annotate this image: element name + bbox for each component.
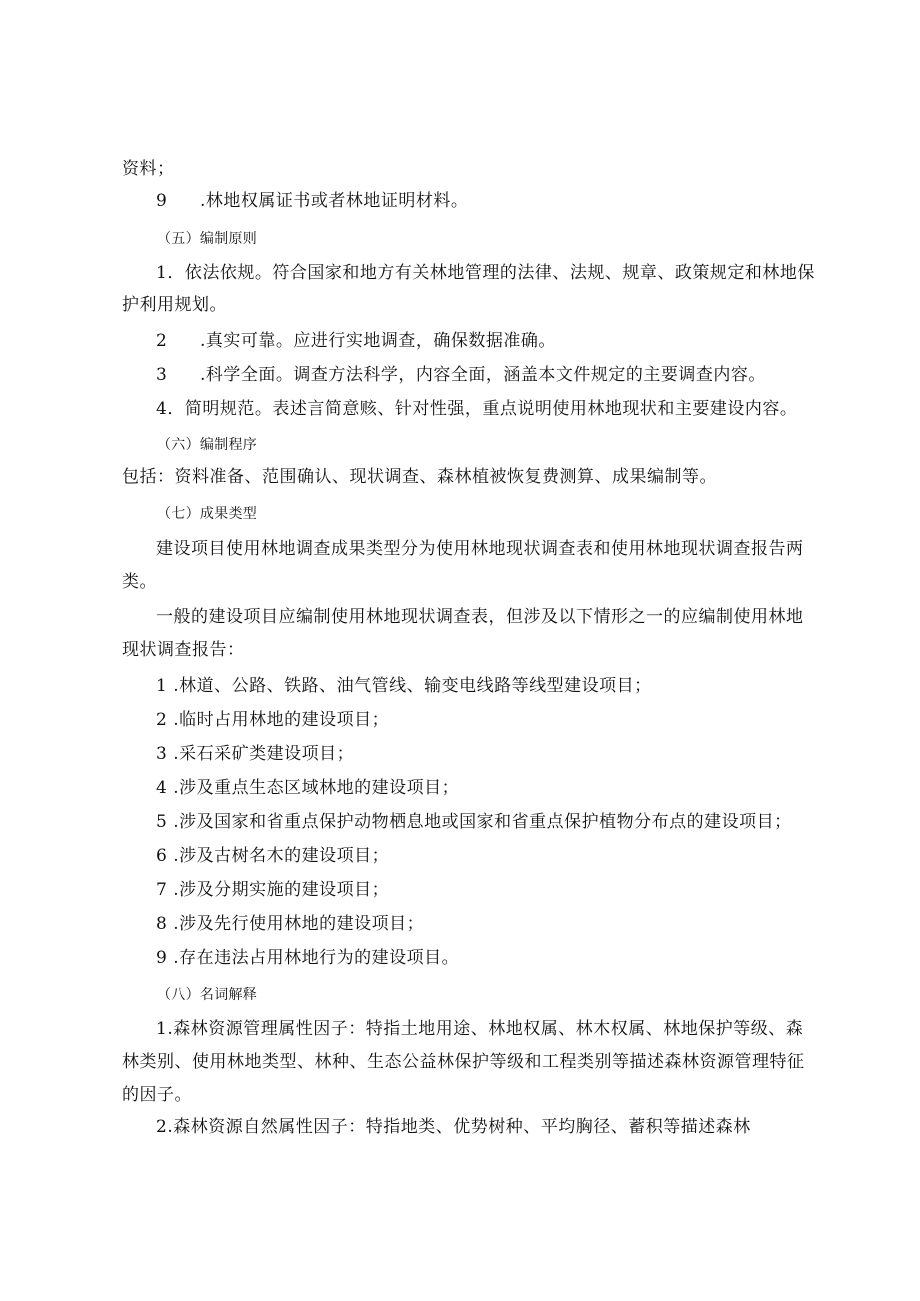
list-item — [156, 364, 766, 386]
list-item: 2 .临时占用林地的建设项目； — [156, 710, 390, 730]
text-line: 现状调查报告： — [122, 640, 245, 660]
section-heading: （八）名词解释 — [157, 987, 258, 1003]
list-item: 2.森林资源自然属性因子：特指地类、优势树种、平均胸径、蓄积等描述森林 — [156, 1117, 751, 1137]
list-text: .林地权属证书或者林地证明材料。 — [200, 191, 469, 211]
section-heading: （七）成果类型 — [157, 506, 258, 522]
text-line: 建设项目使用林地调查成果类型分为使用林地现状调查表和使用林地现状调查报告两 — [156, 539, 804, 559]
list-item: 3 .采石采矿类建设项目； — [156, 744, 355, 764]
list-text: .真实可靠。应进行实地调查，确保数据准确。 — [200, 331, 556, 351]
text-line: 的因子。 — [122, 1085, 192, 1105]
section-heading: （五）编制原则 — [157, 231, 258, 247]
text-line: 包括：资料准备、范围确认、现状调查、森林植被恢复费测算、成果编制等。 — [122, 467, 717, 487]
list-item: 1.森林资源管理属性因子：特指土地用途、林地权属、林木权属、林地保护等级、森 — [156, 1019, 804, 1039]
list-item — [156, 190, 468, 212]
list-item: 8 .涉及先行使用林地的建设项目； — [156, 914, 425, 934]
list-item: 4．简明规范。表述言简意赅、针对性强，重点说明使用林地现状和主要建设内容。 — [156, 399, 798, 419]
list-number: 2 — [156, 331, 168, 351]
list-number: 9 — [156, 191, 168, 211]
list-item: 5 .涉及国家和省重点保护动物栖息地或国家和省重点保护植物分布点的建设项目； — [156, 812, 792, 832]
list-number: 3 — [156, 365, 168, 385]
list-item: 9 .存在违法占用林地行为的建设项目。 — [156, 948, 460, 968]
text-line: 类。 — [122, 572, 157, 592]
list-item — [156, 330, 556, 352]
list-item: 7 .涉及分期实施的建设项目； — [156, 880, 390, 900]
list-text: .科学全面。调查方法科学，内容全面，涵盖本文件规定的主要调查内容。 — [200, 365, 766, 385]
text-line: 一般的建设项目应编制使用林地现状调查表，但涉及以下情形之一的应编制使用林地 — [156, 607, 804, 627]
list-item: 1．依法依规。符合国家和地方有关林地管理的法律、法规、规章、政策规定和林地保 — [156, 263, 815, 283]
list-item: 1 .林道、公路、铁路、油气管线、输变电线路等线型建设项目； — [156, 676, 652, 696]
section-heading: （六）编制程序 — [157, 437, 258, 453]
text-line: 林类别、使用林地类型、林种、生态公益林保护等级和工程类别等描述森林资源管理特征 — [122, 1052, 805, 1072]
text-line: 资料； — [122, 159, 175, 179]
list-item: 4 .涉及重点生态区域林地的建设项目； — [156, 778, 460, 798]
text-line: 护利用规划。 — [122, 295, 227, 315]
list-item: 6 .涉及古树名木的建设项目； — [156, 846, 390, 866]
